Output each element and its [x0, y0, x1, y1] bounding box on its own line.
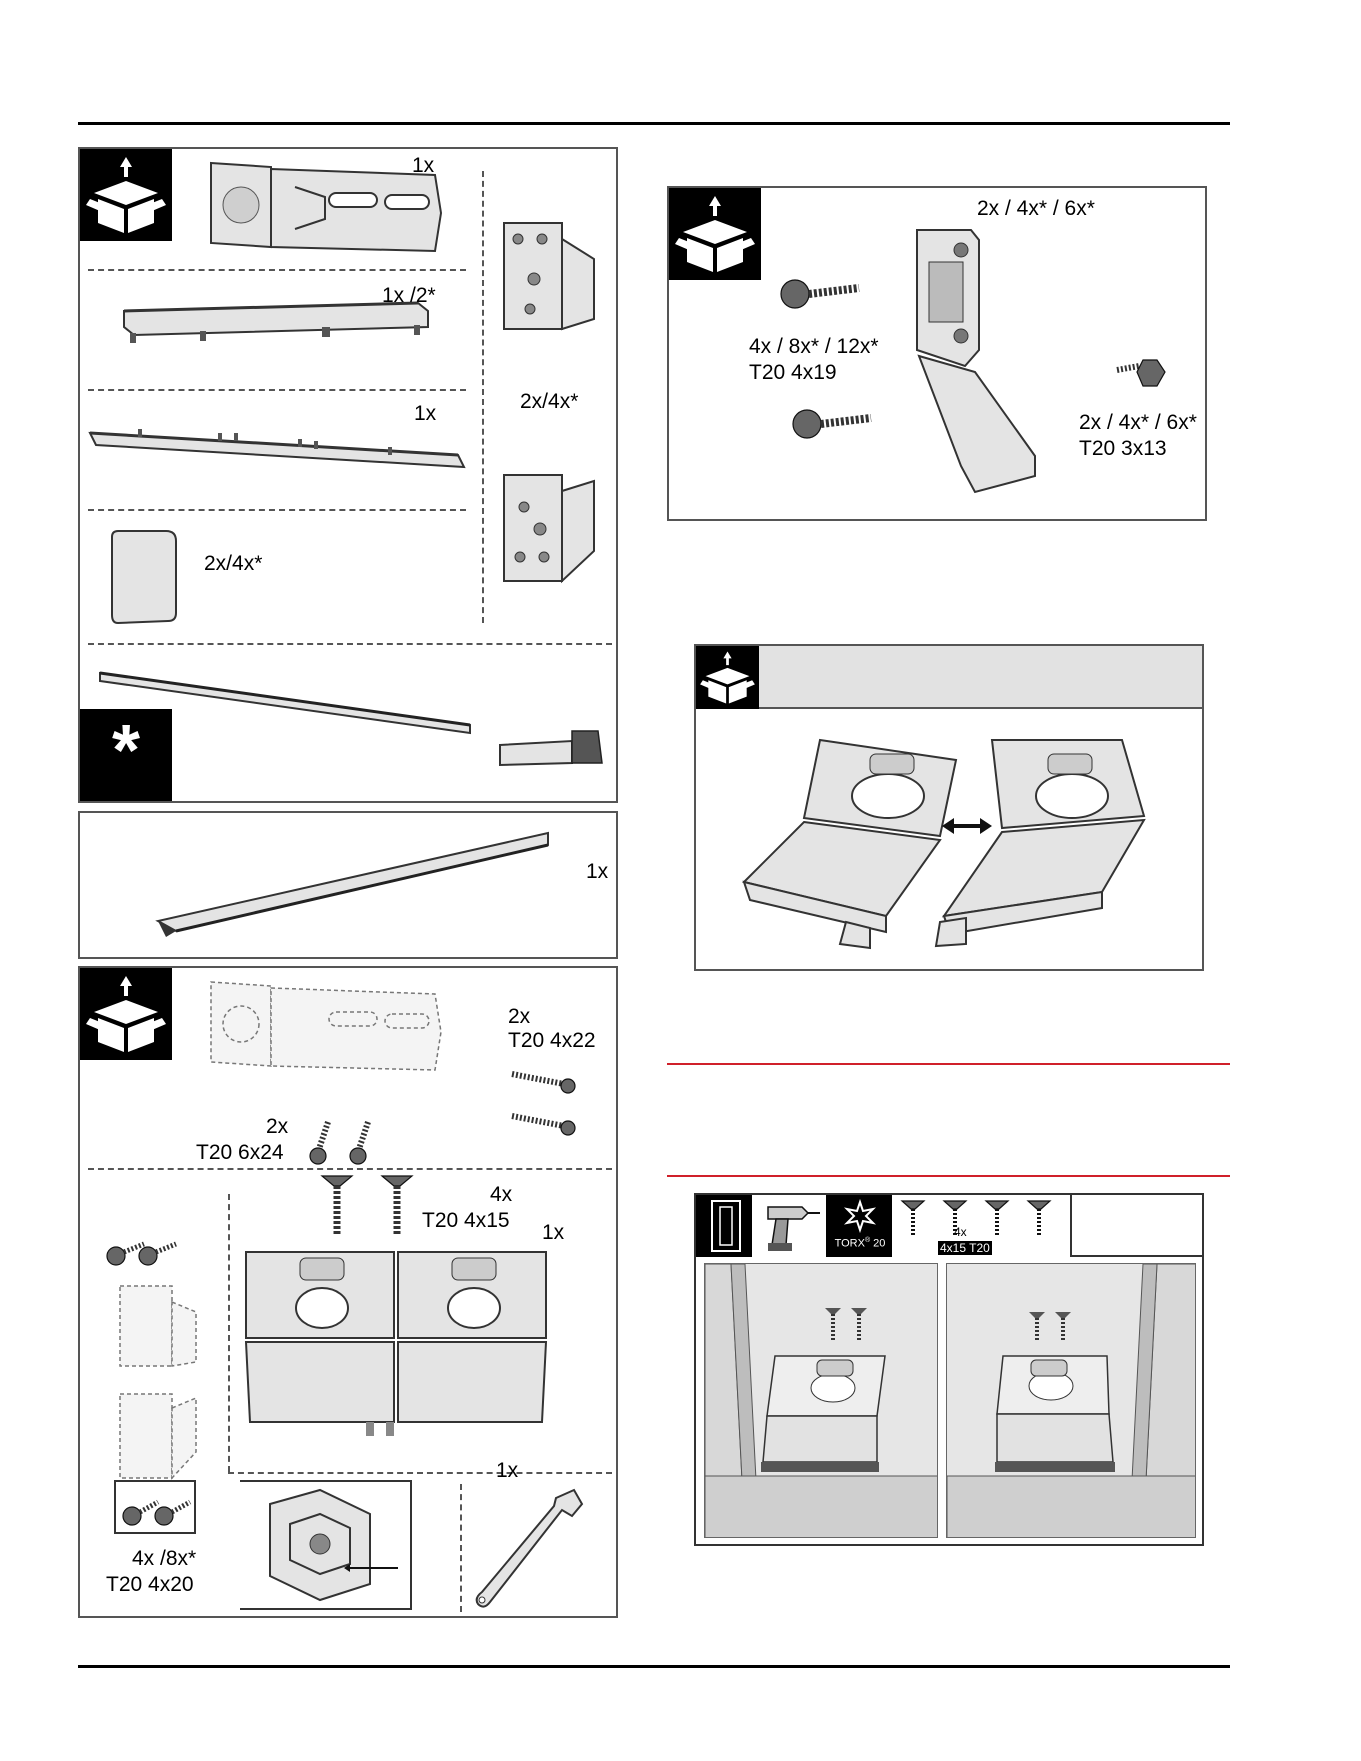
- end-cap-illustration: [110, 527, 180, 627]
- hex-screw-spec: T20 3x13: [1079, 437, 1167, 460]
- hardware-divider-vertical-1: [228, 1194, 230, 1472]
- unpack-badge-plates: [696, 646, 759, 709]
- kit-divider-4: [88, 643, 612, 645]
- kit-divider-2: [88, 389, 466, 391]
- drill-icon: [758, 1197, 822, 1253]
- short-screw-icon: [306, 1118, 386, 1168]
- toolbar-spacer: [1070, 1195, 1202, 1257]
- toolbar-cell-torx: [826, 1195, 894, 1257]
- top-rail-qty: 1x: [414, 402, 437, 425]
- plate-qty: 1x: [542, 1221, 565, 1244]
- screw-long-spec: T20 4x22: [508, 1029, 596, 1052]
- screw-short-qty: 2x: [266, 1115, 289, 1138]
- install-view-right: [946, 1263, 1196, 1538]
- mounting-plate-illustration: [244, 1246, 554, 1446]
- mount-bracket-ghost: [205, 976, 465, 1076]
- install-panel: [694, 1193, 1204, 1546]
- hinge-plate-ghost: [116, 1282, 206, 1482]
- box-arrow-up-icon: [80, 968, 172, 1060]
- install-view-left: [704, 1263, 938, 1538]
- countersunk-screws-icon: [898, 1197, 1068, 1241]
- wrench-qty: 1x: [496, 1459, 519, 1482]
- bottom-rule: [78, 1665, 1230, 1668]
- install-right-scene: [947, 1264, 1196, 1538]
- wrench-icon: [478, 1484, 588, 1614]
- toolbar-screw-qty: 4x: [954, 1225, 967, 1239]
- toolbar-cell-drill: [754, 1195, 826, 1257]
- screw-short-spec: T20 6x24: [196, 1141, 284, 1164]
- asterisk-icon: *: [111, 711, 141, 791]
- install-left-scene: [705, 1264, 938, 1538]
- hinge-screws-qty: 4x /8x*: [132, 1547, 197, 1570]
- hex-screw-icon: [1113, 356, 1173, 396]
- bottom-rail-qty: 1x /2*: [382, 284, 436, 307]
- hinge-assembly-illustration: [250, 1484, 400, 1604]
- optional-tool-illustration: [498, 727, 608, 777]
- toolbar-cell-screws: [894, 1195, 1070, 1257]
- hinge-bracket-illustration: [905, 226, 1055, 496]
- long-screw-icon: [510, 1064, 580, 1154]
- end-cap-qty: 2x/4x*: [204, 552, 263, 575]
- top-rail-illustration: [88, 411, 468, 481]
- cabinet-frame-icon: [706, 1199, 746, 1253]
- unpack-badge: [80, 149, 172, 241]
- hardware-panel: [78, 966, 618, 1618]
- hardware-divider-1: [88, 1168, 612, 1170]
- bracket-qty: 2x / 4x* / 6x*: [977, 197, 1095, 220]
- unpack-badge-hardware: [80, 968, 172, 1060]
- plates-header: [696, 646, 1202, 709]
- strip-qty: 1x: [586, 860, 609, 883]
- install-toolbar: [696, 1195, 1070, 1257]
- optional-badge: [80, 709, 172, 801]
- red-rule-top: [667, 1063, 1230, 1065]
- hinge-screw-icon: [120, 1486, 200, 1536]
- hinge-plate-illustration-bottom: [500, 471, 600, 581]
- top-rule: [78, 122, 1230, 125]
- hinge-screw-box: [114, 1480, 196, 1534]
- screw-countersunk-qty: 4x: [490, 1183, 513, 1206]
- strip-illustration: [136, 829, 576, 939]
- unpack-badge-bracket: [669, 188, 761, 280]
- plates-panel: [694, 644, 1204, 971]
- countersunk-screw-icon: [318, 1172, 428, 1242]
- screw-spec: T20 4x19: [749, 361, 837, 384]
- kit-divider-3: [88, 509, 466, 511]
- red-rule-bottom: [667, 1175, 1230, 1177]
- hardware-divider-vertical-2: [460, 1484, 462, 1612]
- hinge-screws-spec: T20 4x20: [106, 1573, 194, 1596]
- kit-divider-1: [88, 269, 466, 271]
- toolbar-screw-spec: 4x15 T20: [940, 1241, 990, 1255]
- kit-divider-vertical: [482, 171, 484, 623]
- box-arrow-up-icon: [80, 149, 172, 241]
- torx-bit-icon: [845, 1201, 875, 1231]
- screw-icon: [791, 404, 881, 444]
- screw-icon: [779, 274, 869, 314]
- hinge-screw-pair-icon: [104, 1232, 184, 1272]
- toolbar-cell-frame: [696, 1195, 754, 1257]
- screw-qty: 4x / 8x* / 12x*: [749, 335, 879, 358]
- bracket-kit-panel: [667, 186, 1207, 521]
- hardware-divider-2: [228, 1472, 612, 1474]
- plate-right-illustration: [922, 732, 1162, 962]
- box-arrow-up-icon: [669, 188, 761, 280]
- torx-label: TORX® 20: [834, 1237, 886, 1250]
- box-arrow-up-icon: [696, 646, 759, 709]
- hinge-plate-qty: 2x/4x*: [520, 390, 579, 413]
- mount-bracket-qty: 1x: [412, 154, 435, 177]
- screw-countersunk-spec: T20 4x15: [422, 1209, 510, 1232]
- screw-long-qty: 2x: [508, 1005, 531, 1028]
- hinge-plate-illustration-top: [500, 219, 600, 329]
- kit-contents-panel: [78, 147, 618, 803]
- hex-screw-qty: 2x / 4x* / 6x*: [1079, 411, 1197, 434]
- strip-panel: [78, 811, 618, 959]
